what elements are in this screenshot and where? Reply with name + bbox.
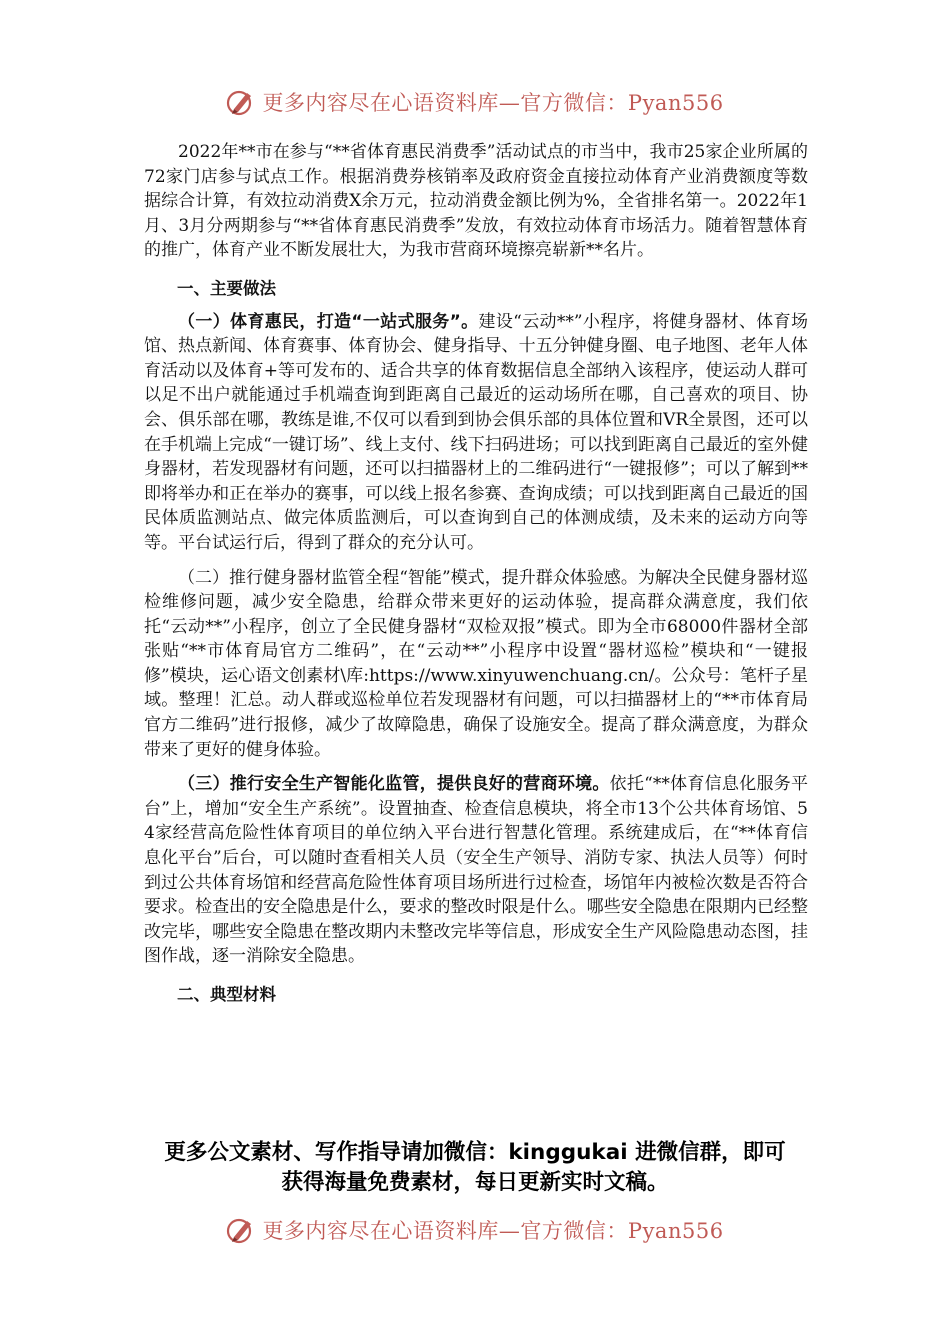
- item-1-body: 建设“云动**”小程序，将健身器材、体育场馆、热点新闻、体育赛事、体育协会、健身指导、十五分钟健身圈、电子地图、老年人体育活动以及体育+等可发布的、适合共享的体育数据信息全部纳入该程序，使运动人群可以足不出户就能通过手机端查询到距离自己最近的运动场所在哪，自己喜欢的项目、协会、俱乐部在哪，教练是谁,不仅可以看到到协会俱乐部的具体位置和VR全景图，还可以在手机端上完成“一键订场”、线上支付、线下扫码进场；可以找到距离自己最近的室外健身器材，若发现器材有问题，还可以扫描器材上的二维码进行“一键报修”；可以了解到**即将举办和正在举办的赛事，可以线上报名参赛、查询成绩；可以找到距离自己最近的国民体质监测站点、做完体质监测后，可以查询到自己的体测成绩，及未来的运动方向等等。平台试运行后，得到了群众的充分认可。: [144, 311, 808, 553]
- footer-watermark-banner: [0, 1210, 950, 1250]
- paragraph-item-3: [144, 772, 808, 969]
- item-1-lead: （一）体育惠民，打造“一站式服务”。: [178, 311, 479, 332]
- promo-line-1: 更多公文素材、写作指导请加微信：kinggukai 进微信群，即可: [164, 1140, 786, 1165]
- banner-text: 更多内容尽在心语资料库—官方微信：Pyan556: [262, 1219, 724, 1243]
- pen-logo-icon: [226, 1215, 256, 1245]
- banner-text: 更多内容尽在心语资料库—官方微信：Pyan556: [262, 91, 724, 115]
- promo-line-2: 获得海量免费素材，每日更新实时文稿。: [281, 1170, 669, 1195]
- section-heading-2: 二、典型材料: [177, 985, 276, 1004]
- item-3-lead: （三）推行安全生产智能化监管，提供良好的营商环境。: [178, 774, 610, 795]
- paragraph-item-2: （二）推行健身器材监管全程“智能”模式，提升群众体验感。为解决全民健身器材巡检维修问题，减少安全隐患，给群众带来更好的运动体验，提高群众满意度，我们依托“云动**”小程序，创立了全民健身器材“双检双报”模式。即为全市68000件器材全部张贴“**市体育局官方二维码”，在“云动**”小程序中设置“器材巡检”模块和“一键报修”模块，运心语文创素材\库:https://www.xinyuwenchuang.cn/。公众号：笔杆子星域。整理！汇总。动人群或巡检单位若发现器材有问题，可以扫描器材上的“**市体育局官方二维码”进行报修，减少了故障隐患，确保了设施安全。提高了群众满意度，为群众带来了更好的健身体验。: [144, 567, 808, 760]
- paragraph-item-1: [144, 310, 808, 556]
- document-body: [144, 140, 808, 1016]
- promo-notice: [100, 1138, 850, 1198]
- section-heading-1: 一、主要做法: [177, 278, 276, 298]
- intro-paragraph: 2022年**市在参与“**省体育惠民消费季”活动试点的市当中，我市25家企业所属的72家门店参与试点工作。根据消费券核销率及政府资金直接拉动体育产业消费额度等数据综合计算，有效拉动消费X余万元，拉动消费金额比例为%，全省排名第一。2022年1月、3月分两期参与“**省体育惠民消费季”发放，有效拉动体育市场活力。随着智慧体育的推广，体育产业不断发展壮大，为我市营商环境擦亮崭新**名片。: [144, 142, 808, 261]
- pen-logo-icon: [226, 87, 256, 117]
- header-watermark-banner: [0, 82, 950, 122]
- item-3-body: 依托“**体育信息化服务平台”上，增加“安全生产系统”。设置抽查、检查信息模块，将全市13个公共体育场馆、54家经营高危险性体育项目的单位纳入平台进行智慧化管理。系统建成后，在“**体育信息化平台”后台，可以随时查看相关人员（安全生产领导、消防专家、执法人员等）何时到过公共体育场馆和经营高危险性体育项目场所进行过检查，场馆年内被检次数是否符合要求。检查出的安全隐患是什么，要求的整改时限是什么。哪些安全隐患在限期内已经整改完毕，哪些安全隐患在整改期内未整改完毕等信息，形成安全生产风险隐患动态图，挂图作战，逐一消除安全隐患。: [144, 774, 808, 967]
